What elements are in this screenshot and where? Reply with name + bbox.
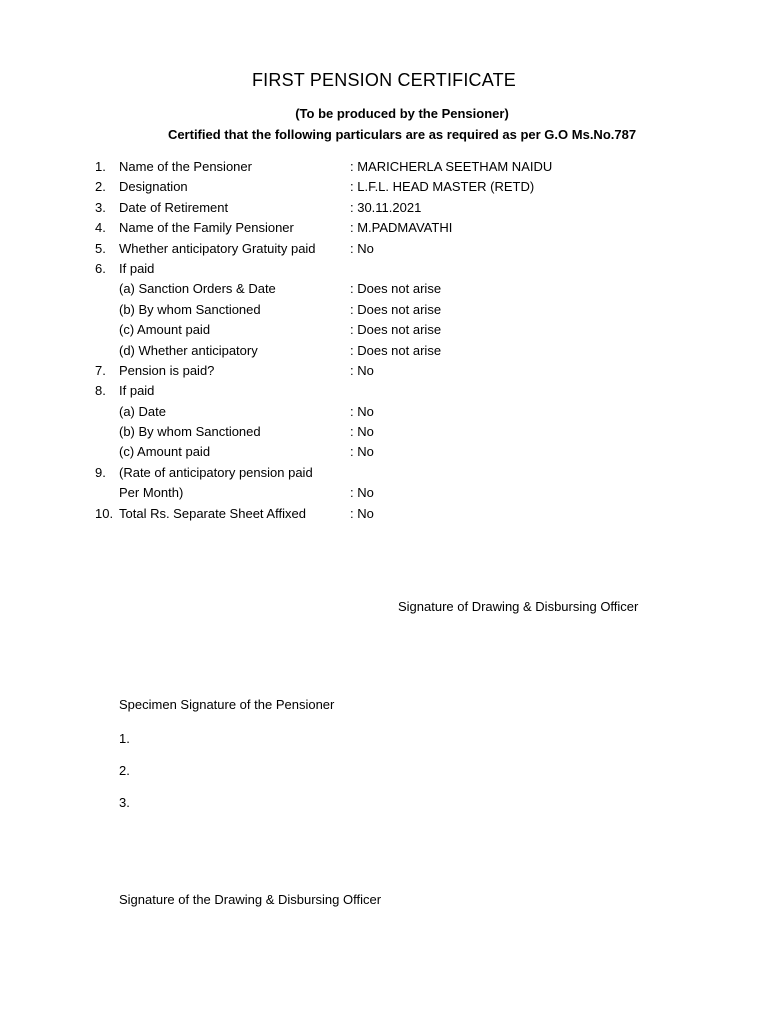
item-number: 10. [95,505,114,521]
list-item [0,218,768,238]
item-label: Whether anticipatory Gratuity paid [119,240,316,256]
particulars-list [0,157,768,524]
item-label: Name of the Pensioner [119,159,252,174]
certified-statement: Certified that the following particulars are as required as per G.O Ms.No.787 [167,127,637,142]
item-value: : No [350,444,374,460]
list-item [0,361,768,381]
list-item [0,504,768,524]
item-value: : No [350,240,374,256]
bottom-signature-label: Signature of the Drawing & Disbursing Officer [119,892,382,907]
page-title: FIRST PENSION CERTIFICATE [251,70,517,90]
list-item [0,442,768,462]
item-number: 6. [95,260,106,276]
item-label: Pension is paid? [119,362,215,378]
item-number: 2. [95,179,106,195]
item-label: (a) Date [119,403,166,419]
item-value: : Does not arise [350,342,442,358]
item-value: : MARICHERLA SEETHAM NAIDU [350,159,553,174]
item-value: : No [350,505,374,521]
list-item [0,157,768,177]
item-value: : No [350,485,374,501]
item-value: : Does not arise [350,322,442,338]
item-value: : No [350,362,374,378]
list-item [0,463,768,483]
item-label: (a) Sanction Orders & Date [119,281,276,297]
item-value: : M.PADMAVATHI [350,220,453,236]
item-label: (d) Whether anticipatory [119,342,258,358]
item-label: Name of the Family Pensioner [119,220,294,236]
item-label: Per Month) [119,485,184,501]
list-item [0,259,768,279]
item-label: Total Rs. Separate Sheet Affixed [119,505,306,521]
specimen-signature-line: 1. [119,731,130,746]
item-label: (b) By whom Sanctioned [119,301,261,317]
item-label: (Rate of anticipatory pension paid [119,464,313,480]
list-item [0,239,768,259]
item-label: If paid [119,260,155,276]
item-number: 1. [95,159,106,174]
list-item [0,402,768,422]
specimen-signature-title: Specimen Signature of the Pensioner [119,697,335,712]
list-item [0,320,768,340]
item-value: : 30.11.2021 [350,199,422,215]
list-item [0,198,768,218]
list-item [0,279,768,299]
item-value: : Does not arise [350,301,442,317]
list-item [0,300,768,320]
item-label: (c) Amount paid [119,444,211,460]
item-label: If paid [119,383,155,399]
item-label: (b) By whom Sanctioned [119,424,261,440]
subtitle: (To be produced by the Pensioner) [295,106,509,121]
item-label: Designation [119,179,188,195]
list-item [0,483,768,503]
item-number: 4. [95,220,106,236]
item-number: 9. [95,464,106,480]
item-label: Date of Retirement [119,199,229,215]
list-item [0,341,768,361]
item-number: 3. [95,199,106,215]
specimen-signature-line: 2. [119,763,130,778]
item-value: : Does not arise [350,281,442,297]
dd-officer-signature-label: Signature of Drawing & Disbursing Officer [398,599,639,614]
item-value: : No [350,403,374,419]
item-number: 5. [95,240,106,256]
specimen-signature-line: 3. [119,795,130,810]
item-number: 8. [95,383,106,399]
list-item [0,177,768,197]
item-value: : L.F.L. HEAD MASTER (RETD) [350,179,535,195]
list-item [0,422,768,442]
item-value: : No [350,424,374,440]
list-item [0,381,768,401]
item-number: 7. [95,362,106,378]
item-label: (c) Amount paid [119,322,211,338]
